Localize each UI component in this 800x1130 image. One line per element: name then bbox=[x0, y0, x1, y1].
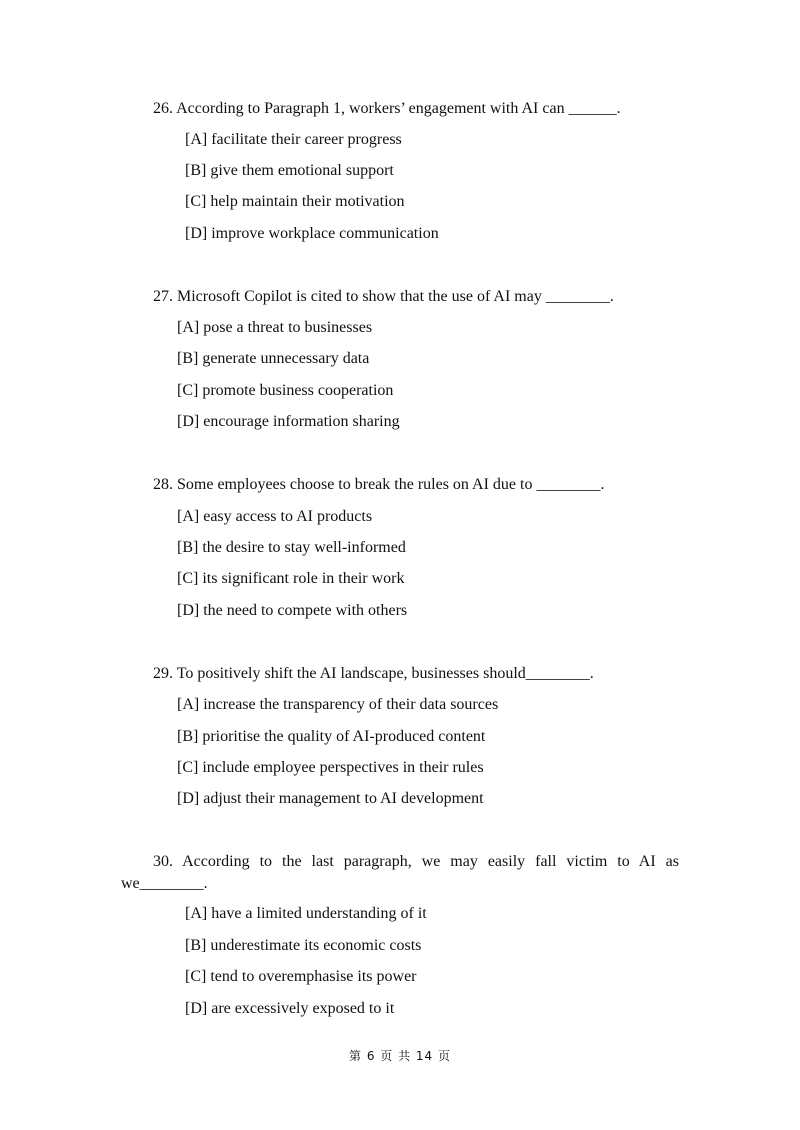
option-c: [C] help maintain their motivation bbox=[185, 193, 405, 210]
option-d: [D] encourage information sharing bbox=[177, 413, 400, 430]
option-a: [A] easy access to AI products bbox=[177, 508, 373, 525]
option-d: [D] improve workplace communication bbox=[185, 225, 439, 242]
question-stem-line-1: 30. According to the last paragraph, we may easily fall victim to AI as bbox=[153, 853, 679, 870]
option-c: [C] promote business cooperation bbox=[177, 382, 394, 399]
page-number-footer: 第 6 页 共 14 页 bbox=[349, 1049, 451, 1063]
question-stem: 28. Some employees choose to break the rules on AI due to ________. bbox=[153, 476, 605, 493]
option-a: [A] increase the transparency of their data sources bbox=[177, 696, 499, 713]
option-d: [D] adjust their management to AI development bbox=[177, 790, 484, 807]
option-b: [B] generate unnecessary data bbox=[177, 350, 370, 367]
option-c: [C] its significant role in their work bbox=[177, 570, 405, 587]
option-c: [C] tend to overemphasise its power bbox=[185, 968, 417, 985]
option-b: [B] the desire to stay well-informed bbox=[177, 539, 406, 556]
option-b: [B] give them emotional support bbox=[185, 162, 394, 179]
option-d: [D] are excessively exposed to it bbox=[185, 1000, 395, 1017]
option-a: [A] facilitate their career progress bbox=[185, 131, 402, 148]
option-c: [C] include employee perspectives in their rules bbox=[177, 759, 484, 776]
question-stem: 26. According to Paragraph 1, workers’ engagement with AI can ______. bbox=[153, 100, 621, 117]
option-a: [A] have a limited understanding of it bbox=[185, 905, 427, 922]
option-d: [D] the need to compete with others bbox=[177, 602, 408, 619]
question-stem: 27. Microsoft Copilot is cited to show that the use of AI may ________. bbox=[153, 288, 614, 305]
question-stem: 29. To positively shift the AI landscape, businesses should________. bbox=[153, 665, 594, 682]
question-stem-line-2: we________. bbox=[121, 875, 208, 892]
option-b: [B] prioritise the quality of AI-produced content bbox=[177, 728, 486, 745]
option-b: [B] underestimate its economic costs bbox=[185, 937, 422, 954]
option-a: [A] pose a threat to businesses bbox=[177, 319, 373, 336]
